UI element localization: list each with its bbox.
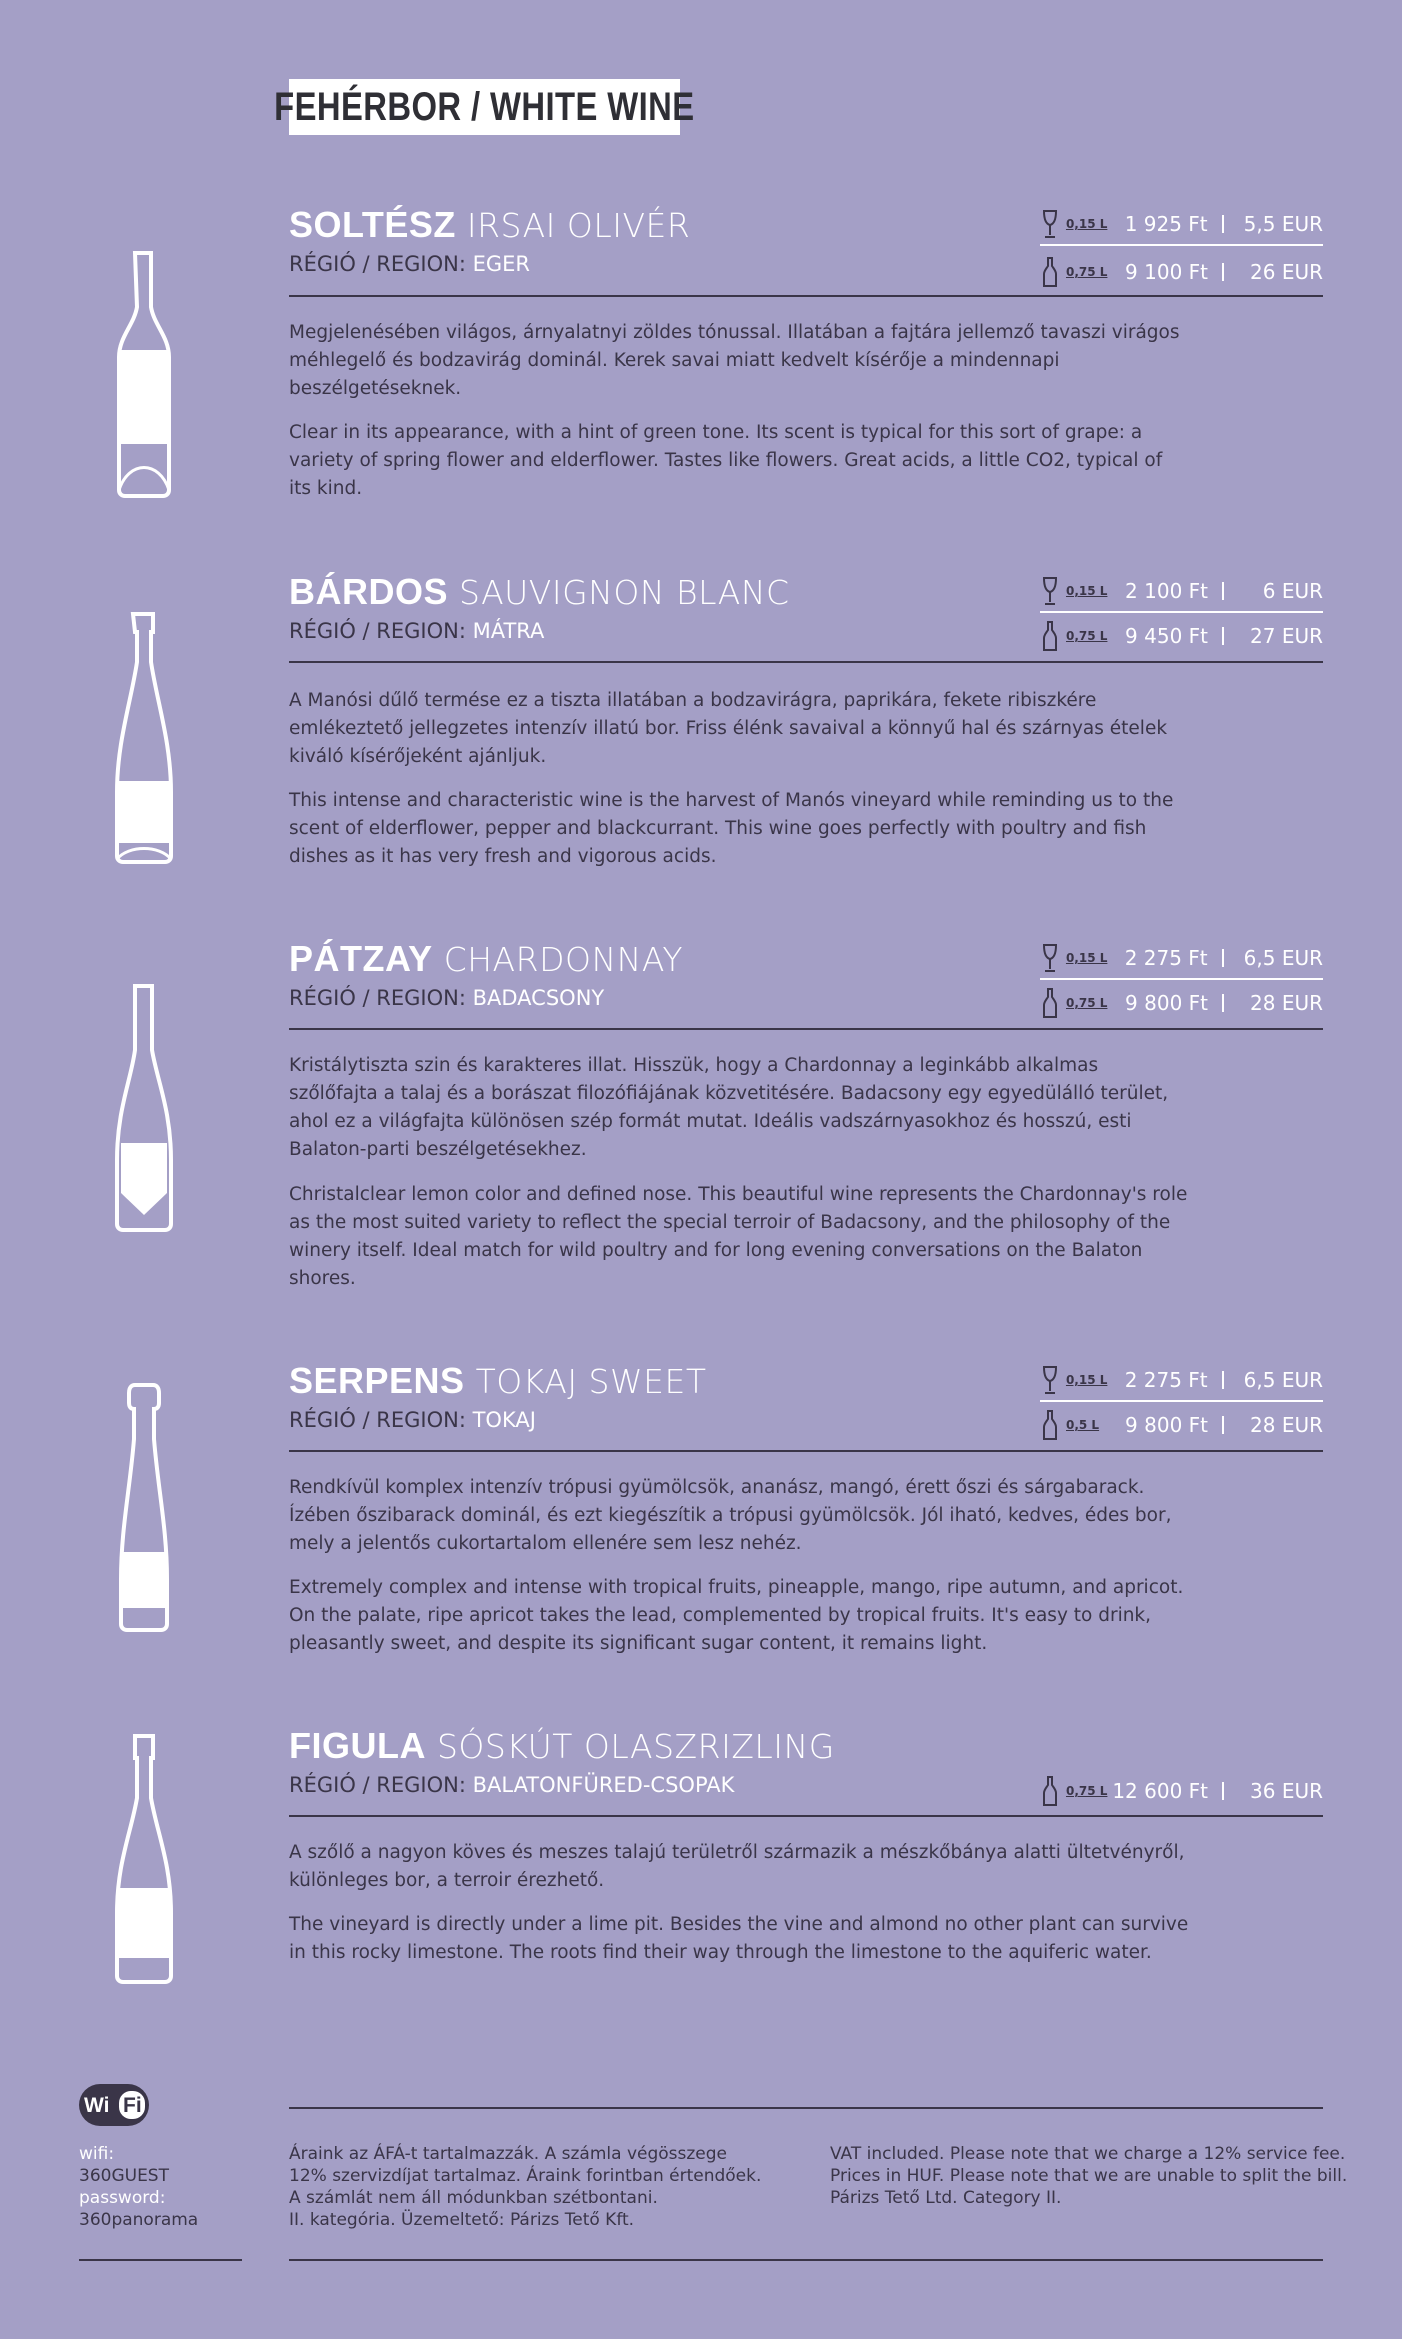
description-text: Rendkívül komplex intenzív trópusi gyümölcsök, ananász, mangó, érett őszi és sárgabarack. Ízében őszibarack dominál, és ezt kiegészítik a trópusi gyümölcsök. Jól iható, kedves, édes bor, mely a jelentős cukortartalom ellenére sem lesz nehéz. <box>289 1477 1172 1554</box>
price-separator <box>1222 1416 1224 1434</box>
price-eur: 6,5 EUR <box>1243 1368 1323 1392</box>
region-label: RÉGIÓ / REGION: <box>289 986 466 1010</box>
footer-line: Áraink az ÁFÁ-t tartalmazzák. A számla végösszege <box>289 2144 727 2164</box>
wine-grape: SAUVIGNON BLANC <box>459 573 790 612</box>
footer-line: VAT included. Please note that we charge a 12% service fee. <box>830 2144 1346 2164</box>
wine-description-hu <box>289 319 1189 403</box>
region-label: RÉGIÓ / REGION: <box>289 1773 466 1797</box>
wine-region <box>289 1773 734 1797</box>
wine-divider <box>289 1450 1323 1452</box>
wine-producer: SOLTÉSZ <box>289 204 456 245</box>
price-separator <box>1222 1371 1224 1389</box>
region-value: EGER <box>472 252 531 276</box>
footer-line: II. kategória. Üzemeltető: Párizs Tető Kft. <box>289 2210 635 2230</box>
bottle-illustration-icon <box>106 611 182 867</box>
price-row-bottle <box>1038 1773 1323 1809</box>
price-eur: 36 EUR <box>1250 1779 1323 1803</box>
wine-producer: BÁRDOS <box>289 571 449 612</box>
wine-producer: SERPENS <box>289 1360 465 1401</box>
footer-divider-top <box>289 2107 1323 2109</box>
wine-divider <box>289 295 1323 297</box>
wine-producer: PÁTZAY <box>289 938 433 979</box>
footer-note-en <box>830 2143 1347 2209</box>
footer-divider-left <box>79 2259 242 2261</box>
region-label: RÉGIÓ / REGION: <box>289 1408 466 1432</box>
wine-divider <box>289 661 1323 663</box>
price-eur: 6 EUR <box>1262 579 1323 603</box>
price-row-glass <box>1038 940 1323 976</box>
price-ft: 2 275 Ft <box>1124 1368 1208 1392</box>
description-text: A Manósi dűlő termése ez a tiszta illatában a bodzavirágra, paprikára, fekete ribiszkére emlékeztető jellegzetes intenzív illatú bor. Friss élénk savaival a könnyű hal és szárnyas ételek kiváló kísérőjeként ajánljuk. <box>289 690 1168 767</box>
bottle-icon <box>1038 256 1062 288</box>
description-text: Clear in its appearance, with a hint of green tone. Its scent is typical for this sort of grape: a variety of spring flower and elderflower. Tastes like flowers. Great acids, a little CO2, typical of its kind. <box>289 422 1163 499</box>
wine-description-hu <box>289 1474 1189 1558</box>
wifi-label: wifi: <box>79 2144 115 2164</box>
price-divider <box>1040 244 1323 246</box>
region-value: MÁTRA <box>472 619 545 643</box>
bottle-illustration-icon <box>106 250 182 500</box>
description-text: Christalclear lemon color and defined nose. This beautiful wine represents the Chardonnay's role as the most suited variety to reflect the special terroir of Badacsony, and the philosophy of the winery itself. Ideal match for wild poultry and for long evening conversations on the Balaton shores. <box>289 1184 1188 1289</box>
price-separator <box>1222 627 1224 645</box>
wine-glass-icon <box>1038 575 1062 607</box>
price-separator <box>1222 949 1224 967</box>
wine-description-en <box>289 1181 1189 1293</box>
price-volume: 0,75 L <box>1066 629 1108 643</box>
wine-divider <box>289 1028 1323 1030</box>
bottle-icon <box>1038 1409 1062 1441</box>
price-ft: 12 600 Ft <box>1112 1779 1208 1803</box>
price-row-glass <box>1038 573 1323 609</box>
price-volume: 0,15 L <box>1065 951 1108 965</box>
wine-region <box>289 1408 536 1432</box>
wine-divider <box>289 1815 1323 1817</box>
description-text: A szőlő a nagyon köves és meszes talajú területről származik a mészkőbánya alatti ültetvényről, különleges bor, a terroir érezhető. <box>289 1842 1185 1891</box>
price-ft: 9 100 Ft <box>1125 260 1208 284</box>
wine-description-hu <box>289 1839 1189 1895</box>
price-row-glass <box>1038 1362 1323 1398</box>
price-volume: 0,5 L <box>1066 1418 1100 1432</box>
wine-grape: SÓSKÚT OLASZRIZLING <box>436 1727 835 1766</box>
bottle-icon <box>1038 620 1062 652</box>
price-eur: 5,5 EUR <box>1243 212 1323 236</box>
price-row-bottle <box>1038 1407 1323 1443</box>
footer-line: 12% szervizdíjat tartalmaz. Áraink forintban értendőek. <box>289 2166 762 2186</box>
password-label: password: <box>79 2188 166 2208</box>
wifi-password: 360panorama <box>79 2210 199 2230</box>
price-separator <box>1222 263 1224 281</box>
svg-text:Fi: Fi <box>123 2094 142 2117</box>
description-text: Kristálytiszta szin és karakteres illat. Hisszük, hogy a Chardonnay a leginkább alkalmas szőlőfajta a talaj és a borászat filozófiájának közvetitésére. Badacsony egy egyedülálló terület, ahol ez a világfajta különösen szép formát mutat. Ideális vadszárnyasokhoz és hosszú, esti Balaton-parti beszélgetésekhez. <box>289 1055 1169 1160</box>
price-ft: 9 800 Ft <box>1125 991 1208 1015</box>
svg-text:Wi: Wi <box>84 2094 110 2117</box>
wine-name <box>289 938 683 980</box>
price-eur: 26 EUR <box>1250 260 1323 284</box>
bottle-illustration-icon <box>106 1382 182 1632</box>
price-separator <box>1222 1782 1224 1800</box>
wifi-ssid: 360GUEST <box>79 2166 169 2186</box>
price-eur: 27 EUR <box>1250 624 1323 648</box>
wine-description-en <box>289 1574 1189 1658</box>
price-volume: 0,75 L <box>1066 265 1108 279</box>
description-text: Megjelenésében világos, árnyalatnyi zöldes tónussal. Illatában a fajtára jellemző tavaszi virágos méhlegelő és bodzavirág dominál. Kerek savai miatt kedvelt kísérője a mindennapi beszélgetéseknek. <box>289 322 1180 399</box>
wine-name <box>289 204 690 246</box>
bottle-icon <box>1038 987 1062 1019</box>
wine-grape: TOKAJ SWEET <box>475 1362 707 1401</box>
bottle-illustration-icon <box>106 983 182 1235</box>
price-eur: 6,5 EUR <box>1243 946 1323 970</box>
price-eur: 28 EUR <box>1250 991 1323 1015</box>
price-separator <box>1222 994 1224 1012</box>
wine-description-hu <box>289 687 1189 771</box>
wine-producer: FIGULA <box>289 1725 426 1766</box>
price-divider <box>1040 611 1323 613</box>
wifi-icon <box>78 2083 150 2131</box>
footer-note-hu <box>289 2143 761 2231</box>
wifi-info <box>79 2143 198 2231</box>
bottle-illustration-icon <box>106 1733 182 1987</box>
footer-line: A számlát nem áll módunkban szétbontani. <box>289 2188 658 2208</box>
price-row-bottle <box>1038 985 1323 1021</box>
region-label: RÉGIÓ / REGION: <box>289 619 466 643</box>
wine-name <box>289 1725 835 1767</box>
region-value: TOKAJ <box>472 1408 536 1432</box>
wine-glass-icon <box>1038 1364 1062 1396</box>
price-volume: 0,15 L <box>1065 1373 1108 1387</box>
bottle-icon <box>1038 1775 1062 1807</box>
description-text: The vineyard is directly under a lime pit. Besides the vine and almond no other plant can survive in this rocky limestone. The roots find their way through the limestone to the aquiferic water. <box>289 1914 1189 1963</box>
price-eur: 28 EUR <box>1250 1413 1323 1437</box>
price-volume: 0,15 L <box>1066 584 1108 598</box>
footer-line: Párizs Tető Ltd. Category II. <box>830 2188 1062 2208</box>
footer-line: Prices in HUF. Please note that we are unable to split the bill. <box>830 2166 1348 2186</box>
section-title <box>274 79 695 135</box>
wine-glass-icon <box>1038 942 1062 974</box>
wine-glass-icon <box>1038 208 1062 240</box>
price-divider <box>1040 1400 1323 1402</box>
price-volume: 0,15 L <box>1065 217 1108 231</box>
wine-description-en <box>289 419 1189 503</box>
price-separator <box>1222 215 1224 233</box>
wine-description-hu <box>289 1052 1189 1164</box>
price-divider <box>1040 978 1323 980</box>
footer-divider-bottom <box>289 2259 1323 2261</box>
wine-name <box>289 1360 707 1402</box>
price-row-glass <box>1038 206 1323 242</box>
region-value: BADACSONY <box>472 986 605 1010</box>
price-row-bottle <box>1038 254 1323 290</box>
wine-region <box>289 986 604 1010</box>
price-ft: 2 100 Ft <box>1125 579 1208 603</box>
price-ft: 9 450 Ft <box>1125 624 1208 648</box>
price-volume: 0,75 L <box>1066 1784 1108 1798</box>
section-title-text: FEHÉRBOR / WHITE WINE <box>274 84 695 129</box>
wine-description-en <box>289 1911 1189 1967</box>
wine-region <box>289 252 530 276</box>
price-ft: 9 800 Ft <box>1125 1413 1208 1437</box>
price-row-bottle <box>1038 618 1323 654</box>
price-volume: 0,75 L <box>1066 996 1108 1010</box>
wine-description-en <box>289 787 1189 871</box>
price-separator <box>1222 582 1224 600</box>
description-text: This intense and characteristic wine is the harvest of Manós vineyard while reminding us to the scent of elderflower, pepper and blackcurrant. This wine goes perfectly with poultry and fish dishes as it has very fresh and vigorous acids. <box>289 790 1174 867</box>
wine-region <box>289 619 544 643</box>
description-text: Extremely complex and intense with tropical fruits, pineapple, mango, ripe autumn, and apricot. On the palate, ripe apricot takes the lead, complemented by tropical fruits. It's easy to drink, pleasantly sweet, and despite its significant sugar content, it remains light. <box>289 1577 1184 1654</box>
wine-grape: IRSAI OLIVÉR <box>466 206 691 245</box>
region-value: BALATONFÜRED-CSOPAK <box>472 1773 735 1797</box>
wine-name <box>289 571 790 613</box>
region-label: RÉGIÓ / REGION: <box>289 252 466 276</box>
price-ft: 2 275 Ft <box>1124 946 1208 970</box>
wine-grape: CHARDONNAY <box>443 940 683 979</box>
price-ft: 1 925 Ft <box>1124 212 1208 236</box>
